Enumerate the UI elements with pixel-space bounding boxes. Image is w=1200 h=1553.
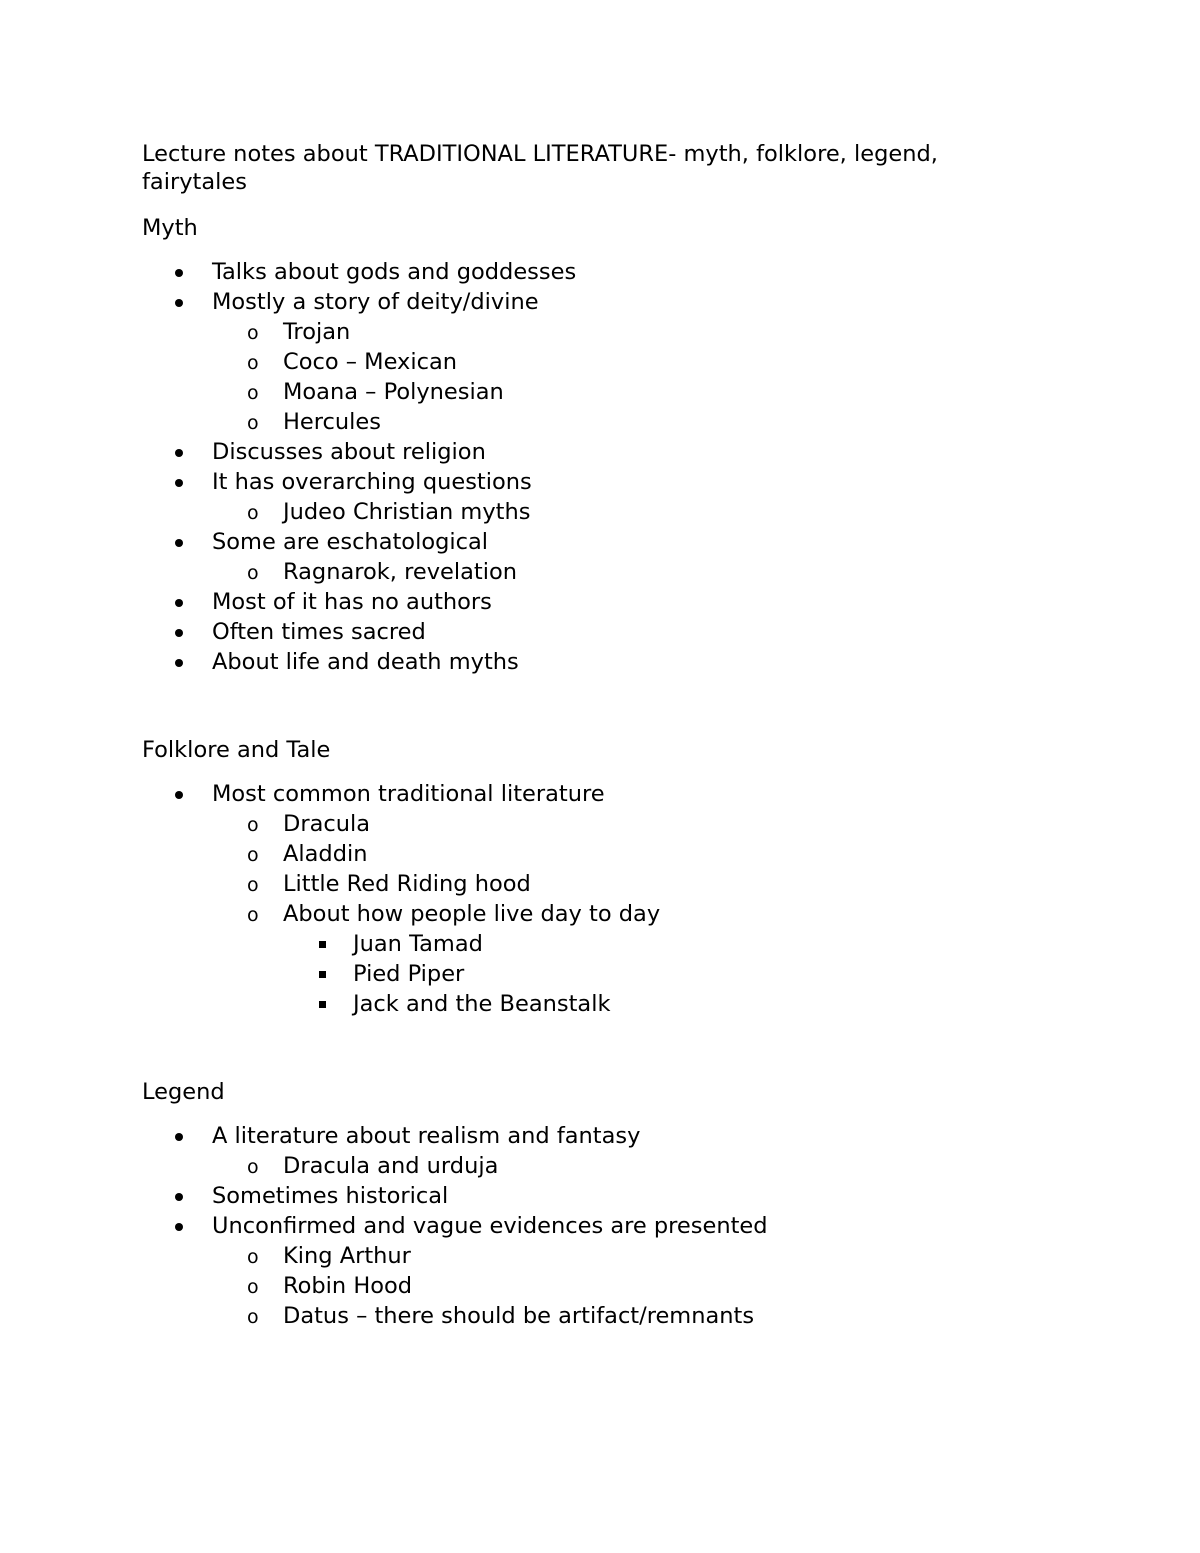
bullet-icon	[175, 1133, 183, 1141]
circle-bullet-icon: o	[247, 1306, 259, 1328]
list-item: o Hercules	[247, 409, 381, 435]
list-item: Some are eschatological	[142, 528, 1042, 558]
folklore-list	[142, 780, 1042, 1020]
bullet-icon	[175, 1193, 183, 1201]
square-bullet-icon	[319, 941, 326, 948]
list-item: Most of it has no authors	[142, 588, 1042, 618]
bullet-icon	[175, 599, 183, 607]
circle-bullet-icon: o	[247, 814, 259, 836]
list-item: Sometimes historical	[142, 1182, 1042, 1212]
list-item: Mostly a story of deity/divine	[142, 288, 1042, 318]
list-item: o Coco – Mexican	[247, 349, 458, 375]
bullet-icon	[175, 269, 183, 277]
list-item: o Moana – Polynesian	[247, 379, 504, 405]
list-item: Most common traditional literature	[142, 780, 1042, 810]
section-spacer	[142, 1020, 1042, 1078]
bullet-icon	[175, 479, 183, 487]
list-item: Discusses about religion	[142, 438, 1042, 468]
list-item: Juan Tamad	[142, 930, 1042, 960]
circle-bullet-icon: o	[247, 844, 259, 866]
list-item: o Dracula	[247, 811, 371, 837]
circle-bullet-icon: o	[247, 322, 259, 344]
circle-bullet-icon: o	[247, 382, 259, 404]
bullet-icon	[175, 299, 183, 307]
list-item: Pied Piper	[142, 960, 1042, 990]
list-item: o Dracula and urduja	[247, 1153, 499, 1179]
list-item: o Datus – there should be artifact/remnants	[247, 1303, 755, 1329]
document-title: Lecture notes about TRADITIONAL LITERATURE- myth, folklore, legend, fairytales	[142, 141, 938, 195]
section-folklore	[142, 736, 1042, 1020]
square-bullet-icon	[319, 1001, 326, 1008]
circle-bullet-icon: o	[247, 1276, 259, 1298]
circle-bullet-icon: o	[247, 502, 259, 524]
list-item: o Aladdin	[247, 841, 368, 867]
circle-bullet-icon: o	[247, 412, 259, 434]
square-bullet-icon	[319, 971, 326, 978]
list-item: Talks about gods and goddesses	[142, 258, 1042, 288]
bullet-icon	[175, 659, 183, 667]
list-item: o Judeo Christian myths	[247, 499, 531, 525]
list-item: Unconfirmed and vague evidences are presented	[142, 1212, 1042, 1242]
list-item: o Robin Hood	[247, 1273, 413, 1299]
bullet-icon	[175, 629, 183, 637]
list-item: o King Arthur	[247, 1243, 411, 1269]
circle-bullet-icon: o	[247, 1156, 259, 1178]
section-heading-folklore: Folklore and Tale	[142, 737, 331, 763]
list-item: It has overarching questions	[142, 468, 1042, 498]
list-item: o Trojan	[247, 319, 351, 345]
bullet-icon	[175, 539, 183, 547]
myth-list	[142, 258, 1042, 678]
document-page	[142, 140, 1042, 1332]
section-myth	[142, 214, 1042, 678]
circle-bullet-icon: o	[247, 904, 259, 926]
section-heading-legend: Legend	[142, 1079, 225, 1105]
list-item: A literature about realism and fantasy	[142, 1122, 1042, 1152]
section-heading-myth: Myth	[142, 215, 198, 241]
legend-list	[142, 1122, 1042, 1332]
list-item: o Ragnarok, revelation	[247, 559, 518, 585]
list-item: o About how people live day to day	[247, 901, 661, 927]
list-item: o Little Red Riding hood	[247, 871, 531, 897]
circle-bullet-icon: o	[247, 352, 259, 374]
bullet-icon	[175, 791, 183, 799]
section-legend	[142, 1078, 1042, 1332]
circle-bullet-icon: o	[247, 562, 259, 584]
circle-bullet-icon: o	[247, 874, 259, 896]
list-item: Often times sacred	[142, 618, 1042, 648]
list-item: Jack and the Beanstalk	[142, 990, 1042, 1020]
list-item: About life and death myths	[142, 648, 1042, 678]
bullet-icon	[175, 449, 183, 457]
section-spacer	[142, 678, 1042, 736]
bullet-icon	[175, 1223, 183, 1231]
circle-bullet-icon: o	[247, 1246, 259, 1268]
